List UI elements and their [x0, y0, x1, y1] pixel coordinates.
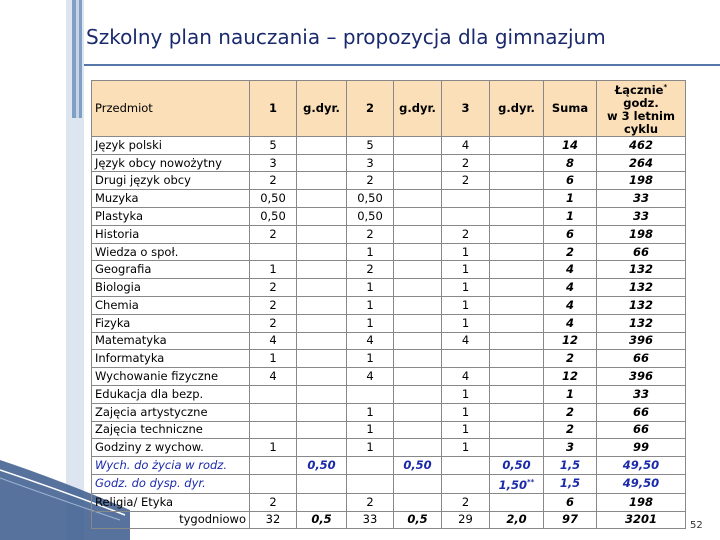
gd3-cell	[490, 474, 544, 493]
gd3-cell	[490, 493, 544, 511]
y3-cell: 2	[442, 225, 490, 243]
y2-cell: 1	[347, 279, 394, 297]
gd1-cell	[297, 332, 347, 350]
y2-cell	[347, 474, 394, 493]
title-underline	[84, 64, 720, 66]
y3-cell: 1	[442, 403, 490, 421]
table-row	[92, 154, 686, 172]
sum-cell: 6	[544, 225, 597, 243]
gd2-cell	[394, 474, 442, 493]
y3-cell: 4	[442, 136, 490, 154]
y3-cell: 29	[442, 511, 490, 529]
gd1-cell	[297, 421, 347, 439]
total-cell: 198	[597, 172, 686, 190]
sum-cell: 6	[544, 493, 597, 511]
table-row	[92, 297, 686, 315]
gd2-cell: 0,50	[394, 457, 442, 475]
total-cell: 396	[597, 368, 686, 386]
gd3-cell	[490, 297, 544, 315]
sum-cell: 4	[544, 297, 597, 315]
table-row	[92, 225, 686, 243]
header-total-line3: w 3 letnim	[607, 108, 675, 123]
y3-cell	[442, 457, 490, 475]
y3-cell: 4	[442, 332, 490, 350]
gd1-cell	[297, 136, 347, 154]
total-cell: 198	[597, 493, 686, 511]
gd2-cell	[394, 279, 442, 297]
page-number: 52	[690, 520, 703, 531]
header-sum: Suma	[544, 81, 597, 137]
y2-cell: 2	[347, 172, 394, 190]
y2-cell: 4	[347, 332, 394, 350]
subject-cell: Edukacja dla bezp.	[92, 385, 250, 403]
gd3-cell	[490, 403, 544, 421]
sum-cell: 4	[544, 314, 597, 332]
gd2-cell	[394, 154, 442, 172]
y3-cell: 1	[442, 421, 490, 439]
gd3-cell	[490, 261, 544, 279]
gd1-cell	[297, 493, 347, 511]
gd1-cell	[297, 314, 347, 332]
table-row	[92, 403, 686, 421]
header-year-1: 1	[250, 81, 297, 137]
header-total-mark: *	[663, 83, 668, 91]
table-row	[92, 350, 686, 368]
y2-cell: 33	[347, 511, 394, 529]
subject-cell: Fizyka	[92, 314, 250, 332]
header-total-line2: godz.	[623, 95, 659, 110]
subject-cell: Plastyka	[92, 208, 250, 226]
total-cell: 66	[597, 403, 686, 421]
gd3-cell	[490, 385, 544, 403]
total-cell: 66	[597, 243, 686, 261]
subject-cell: Język polski	[92, 136, 250, 154]
y3-cell: 1	[442, 297, 490, 315]
y2-cell: 2	[347, 493, 394, 511]
y3-cell: 1	[442, 314, 490, 332]
total-cell: 132	[597, 314, 686, 332]
y2-cell: 2	[347, 261, 394, 279]
table-header-row	[92, 81, 686, 137]
y1-cell: 5	[250, 136, 297, 154]
gd1-cell: 0,50	[297, 457, 347, 475]
y3-cell: 4	[442, 368, 490, 386]
table-row	[92, 261, 686, 279]
sum-cell: 6	[544, 172, 597, 190]
gd1-cell	[297, 154, 347, 172]
gd2-cell	[394, 190, 442, 208]
header-year-3: 3	[442, 81, 490, 137]
sum-cell: 97	[544, 511, 597, 529]
gd1-cell	[297, 261, 347, 279]
y1-cell	[250, 474, 297, 493]
subject-cell: Muzyka	[92, 190, 250, 208]
header-subject: Przedmiot	[92, 81, 250, 137]
y1-cell: 1	[250, 439, 297, 457]
sum-cell: 2	[544, 350, 597, 368]
header-total-line4: cyklu	[623, 121, 659, 136]
sum-cell: 8	[544, 154, 597, 172]
y1-cell: 2	[250, 493, 297, 511]
sum-cell: 2	[544, 421, 597, 439]
total-cell: 33	[597, 385, 686, 403]
total-cell: 132	[597, 261, 686, 279]
gd3-value: 1,50	[498, 477, 528, 492]
subject-cell: Informatyka	[92, 350, 250, 368]
gd1-cell	[297, 225, 347, 243]
y3-cell: 2	[442, 172, 490, 190]
y1-cell	[250, 385, 297, 403]
y2-cell: 2	[347, 225, 394, 243]
table-row	[92, 332, 686, 350]
total-cell: 462	[597, 136, 686, 154]
y1-cell: 2	[250, 297, 297, 315]
table-row	[92, 208, 686, 226]
sum-cell: 3	[544, 439, 597, 457]
gd3-cell	[490, 225, 544, 243]
y2-cell: 1	[347, 314, 394, 332]
y3-cell: 1	[442, 385, 490, 403]
gd1-cell	[297, 279, 347, 297]
y1-cell: 0,50	[250, 208, 297, 226]
table-row	[92, 136, 686, 154]
y2-cell: 1	[347, 297, 394, 315]
total-cell: 132	[597, 279, 686, 297]
gd3-cell	[490, 421, 544, 439]
header-total-line1: Łącznie	[614, 82, 664, 97]
gd3-cell: 2,0	[490, 511, 544, 529]
table-row	[92, 457, 686, 475]
y2-cell: 1	[347, 350, 394, 368]
subject-cell: Wiedza o społ.	[92, 243, 250, 261]
y3-cell	[442, 474, 490, 493]
total-cell: 99	[597, 439, 686, 457]
gd3-cell	[490, 243, 544, 261]
gd2-cell	[394, 421, 442, 439]
gd1-cell	[297, 350, 347, 368]
total-cell: 396	[597, 332, 686, 350]
gd2-cell	[394, 439, 442, 457]
gd3-cell	[490, 350, 544, 368]
subject-cell: Wych. do życia w rodz.	[92, 457, 250, 475]
subject-cell: Język obcy nowożytny	[92, 154, 250, 172]
footnote-mark: **	[527, 477, 535, 486]
gd1-cell	[297, 208, 347, 226]
y2-cell: 1	[347, 243, 394, 261]
sum-cell: 1,5	[544, 474, 597, 493]
total-cell: 264	[597, 154, 686, 172]
y2-cell: 1	[347, 421, 394, 439]
gd1-cell	[297, 172, 347, 190]
y1-cell: 3	[250, 154, 297, 172]
sum-cell: 4	[544, 261, 597, 279]
subject-cell: Wychowanie fizyczne	[92, 368, 250, 386]
y3-cell	[442, 350, 490, 368]
header-total	[597, 81, 686, 137]
subject-cell: Matematyka	[92, 332, 250, 350]
gd1-cell	[297, 385, 347, 403]
gd2-cell	[394, 350, 442, 368]
y3-cell	[442, 208, 490, 226]
total-cell: 66	[597, 421, 686, 439]
sum-cell: 14	[544, 136, 597, 154]
y2-cell: 0,50	[347, 208, 394, 226]
sum-cell: 1	[544, 208, 597, 226]
y1-cell: 2	[250, 172, 297, 190]
gd3-cell	[490, 172, 544, 190]
total-cell: 49,50	[597, 474, 686, 493]
subject-cell: Religia/ Etyka	[92, 493, 250, 511]
total-cell: 198	[597, 225, 686, 243]
total-cell: 132	[597, 297, 686, 315]
table-row	[92, 243, 686, 261]
subject-cell: Drugi język obcy	[92, 172, 250, 190]
gd2-cell	[394, 136, 442, 154]
gd2-cell	[394, 208, 442, 226]
left-accent-highlight	[76, 0, 79, 118]
y1-cell	[250, 421, 297, 439]
sum-cell: 1	[544, 190, 597, 208]
y1-cell: 4	[250, 332, 297, 350]
subject-cell: Biologia	[92, 279, 250, 297]
sum-cell: 1	[544, 385, 597, 403]
y3-cell: 1	[442, 261, 490, 279]
y1-cell: 0,50	[250, 190, 297, 208]
table-row	[92, 190, 686, 208]
table-row	[92, 474, 686, 493]
gd2-cell	[394, 493, 442, 511]
y1-cell: 2	[250, 225, 297, 243]
gd2-cell	[394, 243, 442, 261]
gd2-cell	[394, 261, 442, 279]
gd1-cell: 0,5	[297, 511, 347, 529]
gd2-cell: 0,5	[394, 511, 442, 529]
sum-cell: 4	[544, 279, 597, 297]
subject-cell: Chemia	[92, 297, 250, 315]
gd2-cell	[394, 172, 442, 190]
y1-cell: 2	[250, 279, 297, 297]
gd2-cell	[394, 297, 442, 315]
gd2-cell	[394, 314, 442, 332]
gd3-cell	[490, 190, 544, 208]
table-row	[92, 172, 686, 190]
gd3-cell: 0,50	[490, 457, 544, 475]
y1-cell	[250, 243, 297, 261]
table-row	[92, 279, 686, 297]
y3-cell	[442, 190, 490, 208]
table-row	[92, 385, 686, 403]
y2-cell	[347, 457, 394, 475]
y2-cell: 1	[347, 439, 394, 457]
subject-cell: Historia	[92, 225, 250, 243]
table-row	[92, 421, 686, 439]
y2-cell: 4	[347, 368, 394, 386]
subject-cell: Zajęcia techniczne	[92, 421, 250, 439]
y1-cell: 2	[250, 314, 297, 332]
gd3-cell	[490, 439, 544, 457]
gd3-cell	[490, 314, 544, 332]
subject-cell: Geografia	[92, 261, 250, 279]
gd3-cell	[490, 154, 544, 172]
gd1-cell	[297, 439, 347, 457]
y2-cell: 0,50	[347, 190, 394, 208]
header-gdyr-2: g.dyr.	[394, 81, 442, 137]
table-row	[92, 368, 686, 386]
sum-cell: 12	[544, 368, 597, 386]
gd2-cell	[394, 385, 442, 403]
total-cell: 3201	[597, 511, 686, 529]
table-row	[92, 439, 686, 457]
y1-cell: 1	[250, 261, 297, 279]
y1-cell: 1	[250, 350, 297, 368]
sum-cell: 2	[544, 403, 597, 421]
gd1-cell	[297, 190, 347, 208]
table-row	[92, 493, 686, 511]
gd1-cell	[297, 474, 347, 493]
sum-cell: 2	[544, 243, 597, 261]
gd1-cell	[297, 403, 347, 421]
subject-cell: Zajęcia artystyczne	[92, 403, 250, 421]
header-gdyr-1: g.dyr.	[297, 81, 347, 137]
y1-cell	[250, 457, 297, 475]
header-gdyr-3: g.dyr.	[490, 81, 544, 137]
gd2-cell	[394, 368, 442, 386]
y3-cell: 2	[442, 154, 490, 172]
gd1-cell	[297, 368, 347, 386]
curriculum-table	[91, 80, 686, 529]
y3-cell: 1	[442, 439, 490, 457]
slide-title: Szkolny plan nauczania – propozycja dla gimnazjum	[86, 25, 606, 49]
gd3-cell	[490, 332, 544, 350]
gd3-cell	[490, 368, 544, 386]
subject-cell: tygodniowo	[92, 511, 250, 529]
subject-cell: Godz. do dysp. dyr.	[92, 474, 250, 493]
total-cell: 49,50	[597, 457, 686, 475]
total-cell: 33	[597, 208, 686, 226]
y3-cell: 2	[442, 493, 490, 511]
gd3-cell	[490, 208, 544, 226]
gd2-cell	[394, 403, 442, 421]
y3-cell: 1	[442, 279, 490, 297]
gd1-cell	[297, 243, 347, 261]
subject-cell: Godziny z wychow.	[92, 439, 250, 457]
gd1-cell	[297, 297, 347, 315]
y2-cell	[347, 385, 394, 403]
y1-cell	[250, 403, 297, 421]
sum-cell: 1,5	[544, 457, 597, 475]
gd3-cell	[490, 136, 544, 154]
gd3-cell	[490, 279, 544, 297]
gd2-cell	[394, 332, 442, 350]
y1-cell: 4	[250, 368, 297, 386]
y2-cell: 3	[347, 154, 394, 172]
y3-cell: 1	[442, 243, 490, 261]
total-cell: 33	[597, 190, 686, 208]
total-row	[92, 511, 686, 529]
sum-cell: 12	[544, 332, 597, 350]
header-year-2: 2	[347, 81, 394, 137]
table-row	[92, 314, 686, 332]
y2-cell: 1	[347, 403, 394, 421]
total-cell: 66	[597, 350, 686, 368]
y2-cell: 5	[347, 136, 394, 154]
gd2-cell	[394, 225, 442, 243]
y1-cell: 32	[250, 511, 297, 529]
